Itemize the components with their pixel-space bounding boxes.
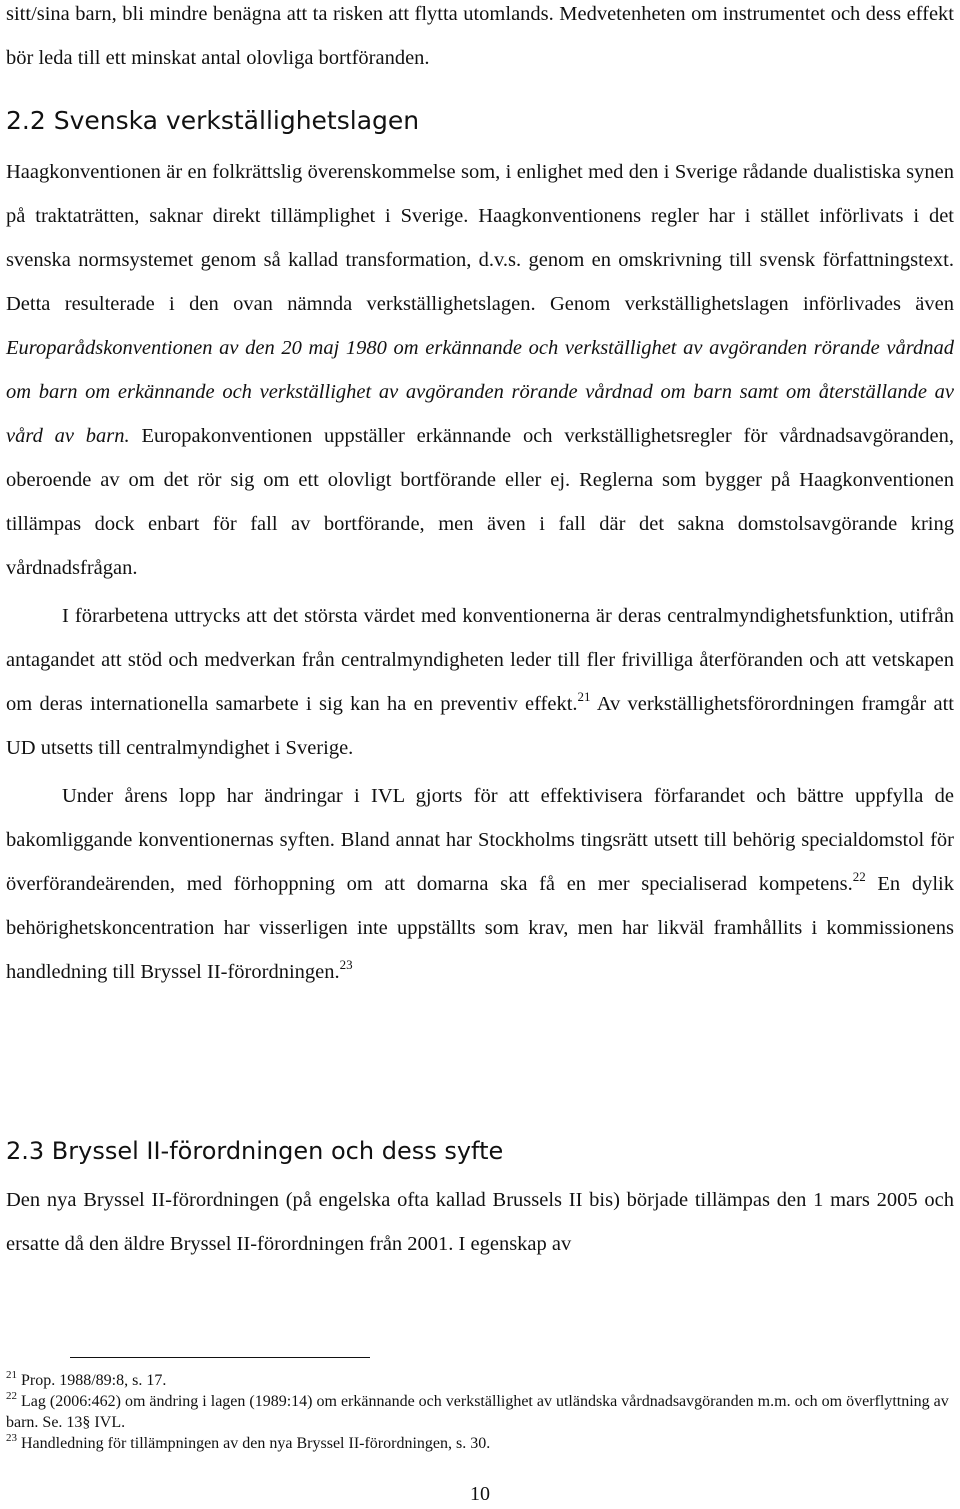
convention-title-italic: Europarådskonventionen av den 20 maj 1980 om erkännande och verkställighet av avgöranden rörande vårdnad om barn om erkännande och verkställighet av avgöranden rörande vårdnad om barn samt om återställande av vård av barn. [6, 337, 954, 447]
footnote-21 [6, 1370, 954, 1391]
section-2-2-body [6, 150, 954, 994]
text-run: Under årens lopp har ändringar i IVL gjorts för att effektivisera förfarandet och bättre uppfylla de bakomliggande konventionernas syften. Bland annat har Stockholms tingsrätt utsett till behörig specialdomstol för överförandeärenden, med förhoppning om att domarna ska få en mer specialiserad kompetens. [6, 785, 954, 895]
footnote-ref-22[interactable]: 22 [852, 869, 866, 884]
footnote-number: 21 [6, 1369, 17, 1381]
footnote-number: 23 [6, 1432, 17, 1444]
footnote-separator [70, 1357, 370, 1358]
paragraph-bryssel-ii: Den nya Bryssel II-förordningen (på engelska ofta kallad Brussels II bis) började tillämpas den 1 mars 2005 och ersatte då den äldre Bryssel II-förordningen från 2001. I egenskap av [6, 1189, 954, 1255]
footnotes [6, 1370, 954, 1454]
footnote-number: 22 [6, 1390, 17, 1402]
text-run: Haagkonventionen är en folkrättslig överenskommelse som, i enlighet med den i Sverige rådande dualistiska synen på traktaträtten, saknar direkt tillämplighet i Sverige. Haagkonventionens regler har i stället införlivats i det svenska normsystemet genom så kallad transformation, d.v.s. genom en omskrivning till svensk författningstext. Detta resulterade i den ovan nämnda verkställighetslagen. Genom verkställighetslagen införlivades även [6, 161, 954, 315]
section-heading-2-3: 2.3 Bryssel II-förordningen och dess syfte [6, 1137, 504, 1165]
footnote-text: Lag (2006:462) om ändring i lagen (1989:14) om erkännande och verkställighet av utländska vårdnadsavgöranden m.m. och om överflyttning av barn. Se. 13§ IVL. [6, 1393, 949, 1431]
text-run: En dylik behörighetskoncentration har visserligen inte uppställts som krav, men har likväl framhållits i kommissionens handledning till Bryssel II-förordningen. [6, 873, 954, 983]
footnote-ref-21[interactable]: 21 [577, 689, 591, 704]
footnote-text: Prop. 1988/89:8, s. 17. [21, 1372, 167, 1389]
footnote-text: Handledning för tillämpningen av den nya Bryssel II-förordningen, s. 30. [21, 1435, 491, 1452]
carryover-paragraph: sitt/sina barn, bli mindre benägna att ta risken att flytta utomlands. Medvetenheten om instrumentet och dess effekt bör leda till ett minskat antal olovliga bortföranden. [6, 3, 954, 69]
footnote-ref-23[interactable]: 23 [339, 957, 353, 972]
section-heading-2-2: 2.2 Svenska verkställighetslagen [6, 106, 420, 135]
paragraph-forarbetena [6, 594, 954, 770]
footnote-22 [6, 1391, 954, 1433]
footnote-23 [6, 1433, 954, 1454]
paragraph-ivl-andringar [6, 774, 954, 994]
paragraph-haagkonventionen [6, 150, 954, 590]
text-run: I förarbetena uttrycks att det största värdet med konventionerna är deras centralmyndighetsfunktion, utifrån antagandet att stöd och medverkan från centralmyndigheten leder till fler frivilliga återföranden och att vetskapen om deras internationella samarbete i sig kan ha en preventiv effekt. [6, 605, 954, 715]
page-number: 10 [470, 1483, 490, 1505]
text-run: Av verkställighetsförordningen framgår att UD utsetts till centralmyndighet i Sverige. [6, 693, 954, 759]
text-run: Europakonventionen uppställer erkännande och verkställighetsregler för vårdnadsavgöranden, oberoende av om det rör sig om ett olovligt bortförande eller ej. Reglerna som bygger på Haagkonventionen tillämpas dock enbart för fall av bortförande, men även i fall där det sakna domstolsavgörande kring vårdnadsfrågan. [6, 425, 954, 579]
